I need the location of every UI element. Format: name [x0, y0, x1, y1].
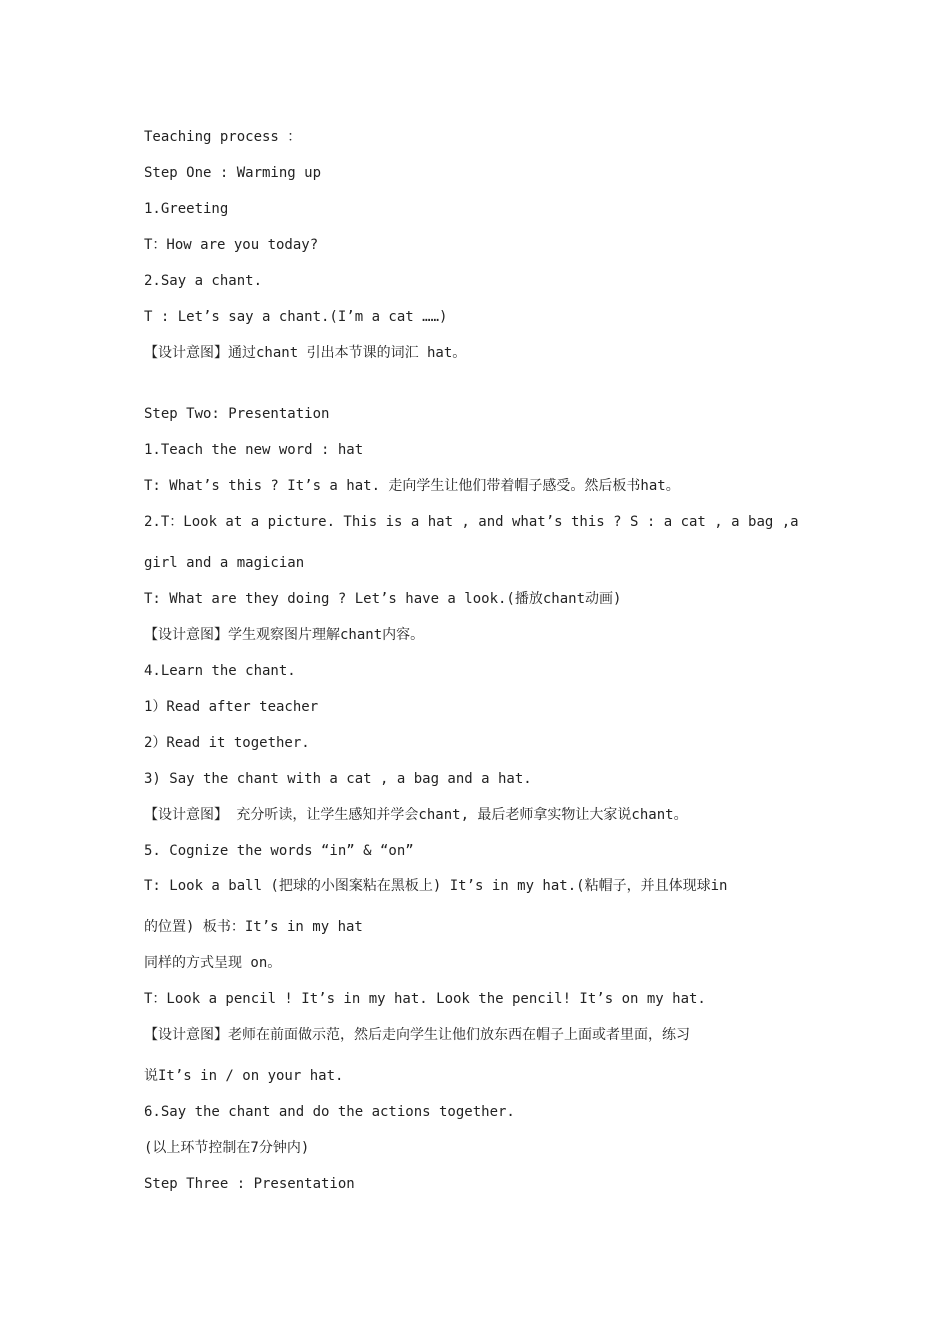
text-line: 1.Greeting — [144, 201, 229, 217]
text-line: 1.Teach the new word : hat — [144, 442, 364, 458]
design-intent-note: 【设计意图】学生观察图片理解chant内容。 — [144, 627, 425, 643]
text-line: 2.Say a chant. — [144, 273, 263, 289]
text-line: 6.Say the chant and do the actions together. — [144, 1104, 515, 1120]
text-line: 4.Learn the chant. — [144, 663, 296, 679]
text-line: 2）Read it together. — [144, 735, 310, 751]
text-line: 2.T：Look at a picture. This is a hat , and what’s this ? S : a cat , a bag ,a — [144, 514, 799, 530]
design-intent-note: 【设计意图】 充分听读，让学生感知并学会chant, 最后老师拿实物让大家说chant。 — [144, 807, 688, 823]
text-line: Step One : Warming up — [144, 165, 322, 181]
text-line: 5. Cognize the words “in” & “on” — [144, 843, 414, 859]
text-line: Teaching process ： — [144, 129, 302, 145]
text-line: T: Look a ball (把球的小图案粘在黑板上) It’s in my hat.(粘帽子，并且体现球in — [144, 878, 728, 894]
text-line: T : Let’s say a chant.(I’m a cat ……) — [144, 309, 448, 325]
text-line: 说It’s in / on your hat. — [144, 1068, 344, 1084]
text-line: 同样的方式呈现 on。 — [144, 955, 282, 971]
text-line: 1）Read after teacher — [144, 699, 319, 715]
text-line: T: What’s this ? It’s a hat. 走向学生让他们带着帽子感受。然后板书hat。 — [144, 478, 680, 494]
section-heading: Step Two: Presentation — [144, 406, 330, 422]
text-line: T：How are you today? — [144, 237, 319, 253]
design-intent-note: 【设计意图】通过chant 引出本节课的词汇 hat。 — [144, 345, 467, 361]
text-line: 3) Say the chant with a cat , a bag and a hat. — [144, 771, 532, 787]
text-line: T: What are they doing ? Let’s have a look.(播放chant动画) — [144, 591, 622, 607]
section-heading: Step Three : Presentation — [144, 1176, 355, 1192]
design-intent-note: 【设计意图】老师在前面做示范，然后走向学生让他们放东西在帽子上面或者里面，练习 — [144, 1027, 690, 1043]
text-line: (以上环节控制在7分钟内) — [144, 1140, 310, 1156]
text-line: T：Look a pencil ! It’s in my hat. Look the pencil! It’s on my hat. — [144, 991, 706, 1007]
text-line: girl and a magician — [144, 555, 305, 571]
text-line: 的位置) 板书：It’s in my hat — [144, 919, 363, 935]
